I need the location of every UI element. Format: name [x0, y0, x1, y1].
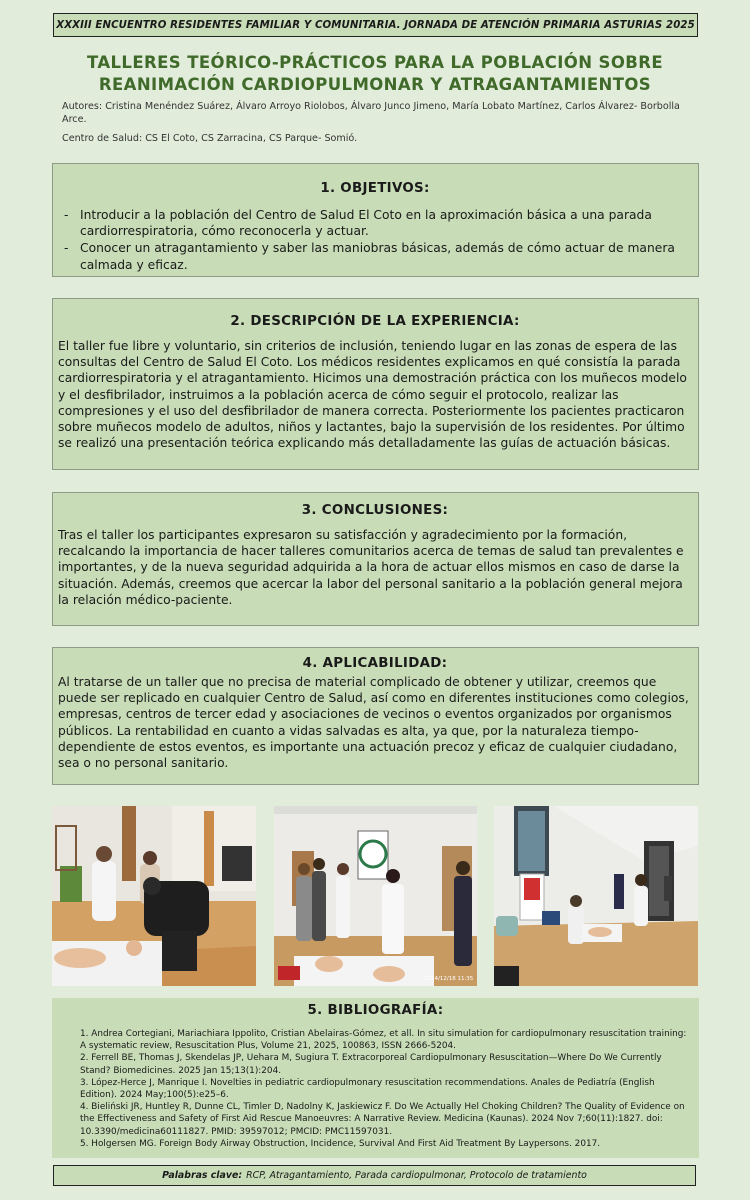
keywords-label: Palabras clave:: [162, 1170, 243, 1181]
section-heading: 1. OBJETIVOS:: [320, 181, 430, 196]
section-text: Tras el taller los participantes expresaron su satisfacción y agradecimiento por la formación, recalcando la importancia de hacer talleres comunitarios acerca de temas de salud tan prevalentes e importantes, y de la nueva seguridad adquirida a la hora de actuar ellos mismos en caso de darse la situación. Además, creemos que acercar la labor del personal sanitario a la población general mejora la relación médico-paciente.: [58, 528, 684, 607]
section-objetivos: [52, 163, 699, 277]
event-banner: XXXIII ENCUENTRO RESIDENTES FAMILIAR Y COMUNITARIA. JORNADA DE ATENCIÓN PRIMARIA ASTURIAS 2025: [53, 13, 698, 37]
title-line-1: TALLERES TEÓRICO-PRÁCTICOS PARA LA POBLACIÓN SOBRE: [86, 53, 664, 72]
section-text: Al tratarse de un taller que no precisa de material complicado de obtener y utilizar, creemos que puede ser replicado en cualquier Centro de Salud, así como en diferentes instituciones como colegios, empresas, centros de tercer edad y asociaciones de vecinos o eventos organizados por organismos públicos. La rentabilidad en cuanto a vidas salvadas es alta, ya que, por la naturaleza tiempo-dependiente de estos eventos, es importante una actuación precoz y eficaz de cualquier ciudadano, sea o no personal sanitario.: [58, 675, 689, 771]
section-heading: 4. APLICABILIDAD:: [302, 656, 448, 671]
section-descripcion: [52, 298, 699, 470]
section-heading: 3. CONCLUSIONES:: [301, 503, 449, 518]
reference-item: 4. Bieliński JR, Huntley R, Dunne CL, Timler D, Nadolny K, Jaskiewicz F. Do We Actually Hel Choking Children? The Quality of Evidence on the Effectiveness and Safety of First Aid Rescue Manoeuvres: A Narrative Review. Medicina (Kaunas). 2024 Nov 7;60(11):1827. doi: 10.3390/medicina60111827. PMID: 39597012; PMCID: PMC11597031.: [80, 1102, 685, 1137]
poster-title: [40, 52, 710, 96]
authors: Autores: Cristina Menéndez Suárez, Álvaro Arroyo Riolobos, Álvaro Junco Jimeno, María Lobato Martínez, Carlos Álvarez- Borbolla Arce.: [62, 101, 680, 125]
section-bibliografia: [52, 998, 699, 1158]
workshop-photo-1: [52, 806, 256, 986]
reference-item: 2. Ferrell BE, Thomas J, Skendelas JP, Uehara M, Sugiura T. Extracorporeal Cardiopulmonary Resuscitation—Where Do We Currently Stand? Biomedicines. 2025 Jan 15;13(1):204.: [80, 1053, 662, 1076]
photo-timestamp: 2024/12/18 11:35: [424, 976, 474, 982]
section-conclusiones: [52, 492, 699, 626]
reference-item: 3. López-Herce J, Manrique I. Novelties in pediatric cardiopulmonary resuscitation recommendations. Anales de Pediatría (English Edition). 2024 May;100(5):e25–6.: [80, 1077, 655, 1101]
workshop-photo-3: [494, 806, 698, 986]
reference-item: 5. Holgersen MG. Foreign Body Airway Obstruction, Incidence, Survival And First Aid Treatment By Laypersons. 2017.: [80, 1138, 601, 1149]
section-text: El taller fue libre y voluntario, sin criterios de inclusión, teniendo lugar en las zonas de espera de las consultas del Centro de Salud El Coto. Los médicos residentes explicamos en qué consistía la parada cardiorrespiratoria y el atragantamiento. Hicimos una demostración práctica con los muñecos modelo y el desfibrilador, instruimos a la población acerca de cómo seguir el protocolo, realizar las compresiones y el uso del desfibrilador de manera correcta. Posteriormente los pacientes practicaron sobre muñecos modelo de adultos, niños y lactantes, bajo la supervisión de los residentes. Por último se realizó una presentación teórica explicando más detalladamente las guías de actuación básicas.: [58, 339, 687, 451]
keywords-bar: [53, 1165, 696, 1186]
section-aplicabilidad: [52, 647, 699, 785]
section-heading: 5. BIBLIOGRAFÍA:: [307, 1003, 444, 1018]
objectives-list: [58, 207, 692, 273]
reference-item: 1. Andrea Cortegiani, Mariachiara Ippolito, Cristian Abelairas-Gómez, et all. In situ simulation for cardiopulmonary resuscitation training: A systematic review, Resuscitation Plus, Volume 21, 2025, 100863, ISSN 2666-5204.: [80, 1029, 687, 1052]
section-heading: 2. DESCRIPCIÓN DE LA EXPERIENCIA:: [230, 314, 520, 329]
health-center: Centro de Salud: CS El Coto, CS Zarracina, CS Parque- Somió.: [62, 133, 358, 144]
title-line-2: REANIMACIÓN CARDIOPULMONAR Y ATRAGANTAMIENTOS: [98, 75, 652, 94]
list-item: - Conocer un atragantamiento y saber las maniobras básicas, además de cómo actuar de manera calmada y eficaz.: [58, 240, 692, 272]
list-item: - Introducir a la población del Centro de Salud El Coto en la aproximación básica a una parada cardiorrespiratoria, cómo reconocerla y actuar.: [58, 207, 692, 239]
keywords-text: RCP, Atragantamiento, Parada cardiopulmonar, Protocolo de tratamiento: [246, 1170, 587, 1181]
workshop-photo-2: [274, 806, 477, 986]
